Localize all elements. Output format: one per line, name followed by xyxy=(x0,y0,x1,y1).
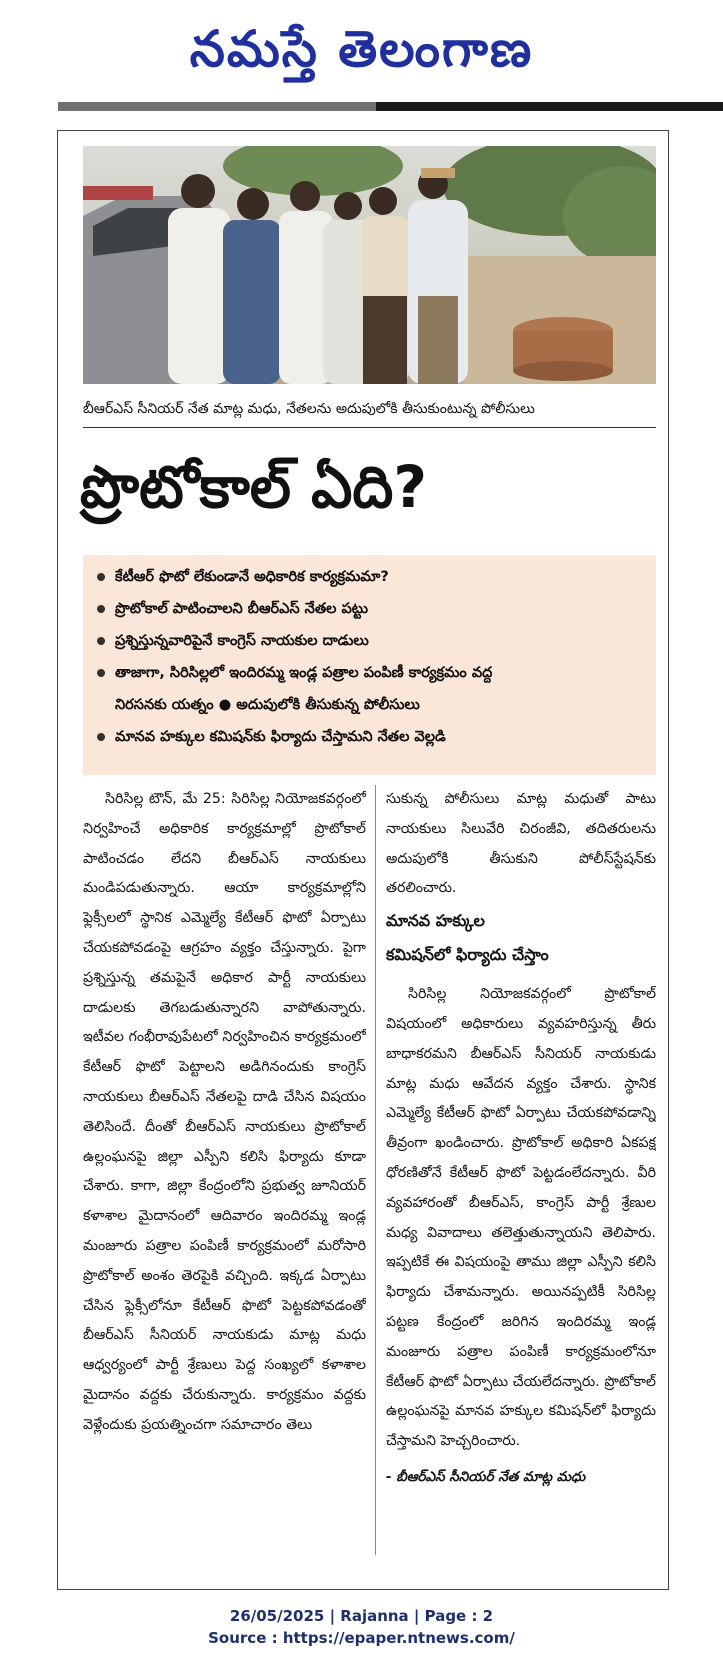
highlight-text: మానవ హక్కుల కమిషన్‌కు ఫిర్యాదు చేస్తామని నేతల వెల్లడి xyxy=(115,729,446,745)
bullet-icon xyxy=(97,637,105,645)
highlight-text: ప్రశ్నిస్తున్నవారిపైనే కాంగ్రెస్ నాయకుల దాడులు xyxy=(115,633,369,649)
article-byline: - బీఆర్‌ఎస్ సీనియర్ నేత మాట్ల మధు xyxy=(386,1468,586,1485)
photo-caption: బీఆర్‌ఎస్ సీనియర్ నేత మాట్ల మధు, నేతలను అదుపులోకి తీసుకుంటున్న పోలీసులు xyxy=(83,391,656,428)
article-column-right xyxy=(386,785,656,1555)
article-paragraph: సిరిసిల్ల నియోజకవర్గంలో ప్రొటోకాల్ విషయంలో అధికారులు వ్యవహరిస్తున్న తీరు బాధాకరమని బీఆర్‌ఎస్ సీనియర్ నాయకుడు మాట్ల మధు ఆవేదన వ్యక్తం చేశారు. స్థానిక ఎమ్మెల్యే కేటీఆర్ ఫొటో ఏర్పాటు చేయకపోవడాన్ని తీవ్రంగా ఖండించారు. ప్రొటోకాల్ అధికారి ఏకపక్ష ధోరణితోనే కేటీఆర్ ఫొటో పెట్టడంలేదన్నారు. వీరి వ్యవహారంతో బీఆర్‌ఎస్, కాంగ్రెస్ పార్టీ శ్రేణుల మధ్య వివాదాలు తలెత్తుతున్నాయని తెలిపారు. ఇప్పటికే ఈ విషయంపై తాము జిల్లా ఎస్పీని కలిసి ఫిర్యాదు చేశామన్నారు. అయినప్పటికీ సిరిసిల్ల పట్టణ కేంద్రంలో జరిగిన ఇందిరమ్మ ఇండ్ల మంజూరు పత్రాల పంపిణీ కార్యక్రమంలోనూ కేటీఆర్ ఫొటో ఏర్పాటు చేయలేదన్నారు. ప్రొటోకాల్ ఉల్లంఘనపై మానవ హక్కుల కమిషన్‌లో ఫిర్యాదు చేస్తామని హెచ్చరించారు. xyxy=(386,986,656,1450)
bullet-icon xyxy=(97,605,105,613)
bullet-icon xyxy=(97,573,105,581)
masthead-rule-grey xyxy=(58,102,376,111)
article-paragraph: సుకున్న పోలీసులు మాట్ల మధుతో పాటు నాయకులు సిలువేరి చిరంజీవి, తదితరులను అదుపులోకి తీసుకుని పోలీస్‌స్టేషన్‌కు తరలించారు. xyxy=(386,791,656,897)
highlight-item xyxy=(95,657,646,689)
highlight-item-continued xyxy=(95,689,646,721)
bullet-icon xyxy=(97,669,105,677)
column-divider xyxy=(375,785,376,1555)
highlight-item xyxy=(95,561,646,593)
headline: ప్రొటోకాల్ ఏది? xyxy=(80,453,427,521)
bullet-icon xyxy=(97,733,105,741)
article-column-left xyxy=(83,785,366,1557)
source-line: Source : https://epaper.ntnews.com/ xyxy=(208,1629,515,1647)
news-photo xyxy=(83,146,656,384)
highlight-text: ప్రొటోకాల్ పాటించాలని బీఆర్‌ఎస్ నేతల పట్టు xyxy=(115,601,368,617)
highlight-item xyxy=(95,625,646,657)
highlight-text: కేటీఆర్ ఫొటో లేకుండానే అధికారిక కార్యక్రమమా? xyxy=(115,569,389,585)
page-footer xyxy=(0,1605,723,1649)
masthead-title: నమస్తే తెలంగాణ xyxy=(189,19,534,78)
article-paragraph: సిరిసిల్ల టౌన్, మే 25: సిరిసిల్ల నియోజకవర్గంలో నిర్వహించే అధికారిక కార్యక్రమాల్లో ప్రొటోకాల్ పాటించడం లేదని బీఆర్‌ఎస్ నాయకులు మండిపడుతున్నారు. ఆయా కార్యక్రమాల్లోని ఫ్లెక్సీలలో స్థానిక ఎమ్మెల్యే కేటీఆర్ ఫొటో ఏర్పాటు చేయకపోవడంపై ఆగ్రహం వ్యక్తం చేస్తున్నారు. పైగా ప్రశ్నిస్తున్న తమపైనే అధికార పార్టీ నాయకులు దాడులకు తెగబడుతున్నారని వాపోతున్నారు. ఇటీవల గంభీరావుపేటలో నిర్వహించిన కార్యక్రమంలో కేటీఆర్ ఫొటో పెట్టాలని అడిగినందుకు కాంగ్రెస్ నాయకులు బీఆర్‌ఎస్ నేతలపై దాడి చేసిన విషయం తెలిసిందే. దీంతో బీఆర్‌ఎస్ నాయకులు ప్రొటోకాల్ ఉల్లంఘనపై జిల్లా ఎస్పీని కలిసి ఫిర్యాదు కూడా చేశారు. కాగా, జిల్లా కేంద్రంలోని ప్రభుత్వ జూనియర్ కళాశాల మైదానంలో ఆదివారం ఇందిరమ్మ ఇండ్ల మంజూరు పత్రాల పంపిణీ కార్యక్రమంలో మరోసారి ప్రొటోకాల్ అంశం తెరపైకి వచ్చింది. ఇక్కడ ఏర్పాటు చేసిన ఫ్లెక్సీలోనూ కేటీఆర్ ఫొటో పెట్టకపోవడంతో బీఆర్‌ఎస్ సీనియర్ నాయకుడు మాట్ల మధు ఆధ్వర్యంలో పార్టీ శ్రేణులు పెద్ద సంఖ్యలో కళాశాల మైదానం వద్దకు చేరుకున్నారు. కార్యక్రమం వద్దకు వెళ్లేందుకు ప్రయత్నించగా సమాచారం తెలు xyxy=(83,791,366,1433)
highlight-item xyxy=(95,721,646,753)
article-subhead-line2: కమిషన్‌లో ఫిర్యాదు చేస్తాం xyxy=(386,945,549,965)
edition-line: 26/05/2025 | Rajanna | Page : 2 xyxy=(229,1607,494,1625)
highlights-box xyxy=(83,555,656,775)
highlight-text: నిరసనకు యత్నం ● అదుపులోకి తీసుకున్న పోలీసులు xyxy=(115,697,420,713)
article-subhead-line1: మానవ హక్కుల xyxy=(386,911,485,931)
highlight-item xyxy=(95,593,646,625)
masthead-rule-black xyxy=(376,102,723,111)
highlight-text: తాజాగా, సిరిసిల్లలో ఇందిరమ్మ ఇండ్ల పత్రాల పంపిణీ కార్యక్రమం వద్ద xyxy=(115,665,493,681)
